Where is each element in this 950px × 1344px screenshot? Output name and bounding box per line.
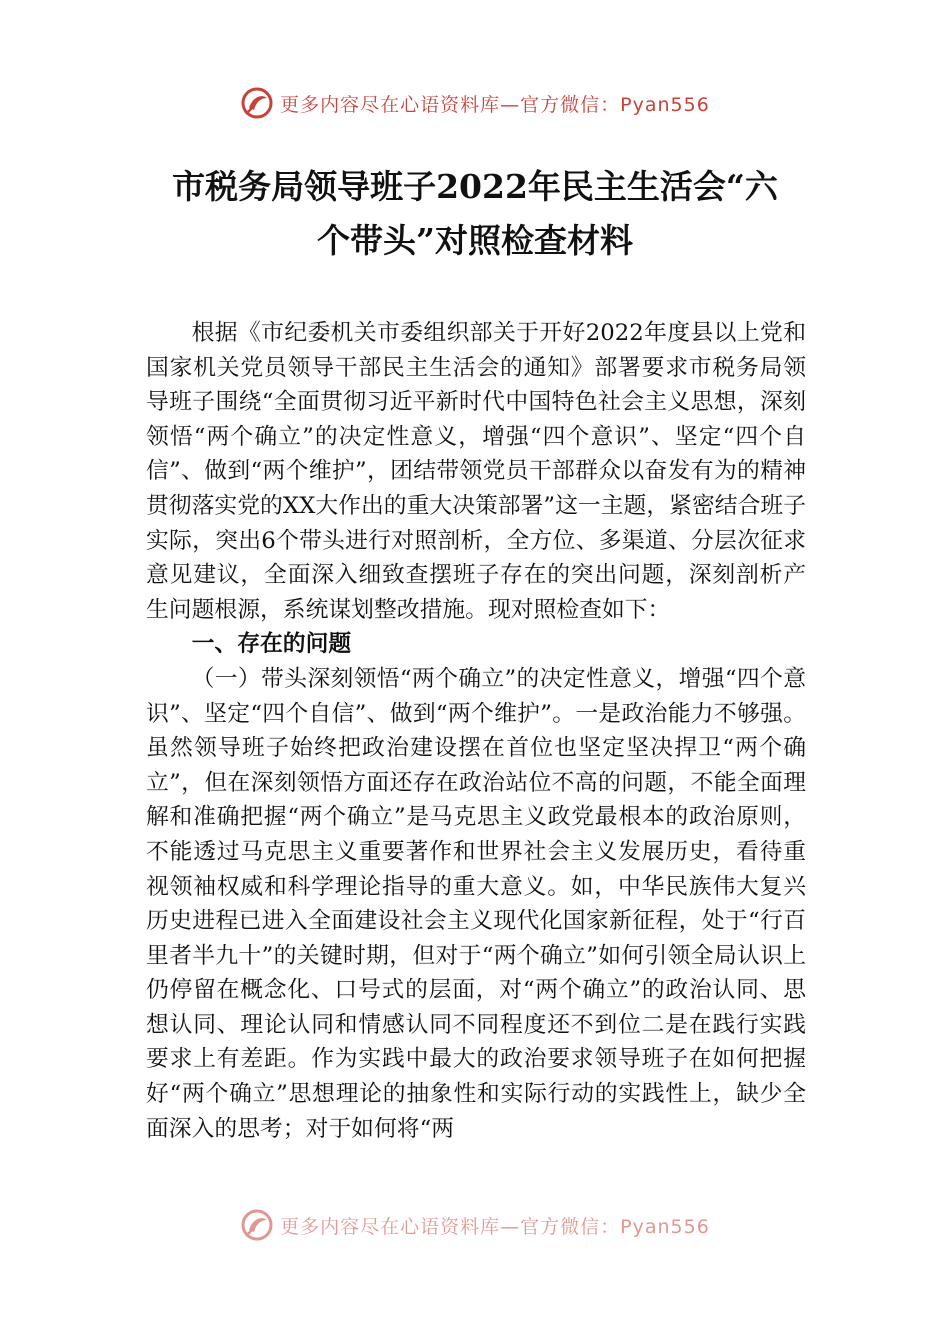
- document-title: [120, 160, 830, 268]
- intro-paragraph: 根据《市纪委机关市委组织部关于开好2022年度县以上党和国家机关党员领导干部民主生活会的通知》部署要求市税务局领导班子围绕“全面贯彻习近平新时代中国特色社会主义思想，深刻领悟“两个确立”的决定性意义，增强“四个意识”、坚定“四个自信”、做到“两个维护”，团结带领党员干部群众以奋发有为的精神贯彻落实党的XX大作出的重大决策部署”这一主题，紧密结合班子实际，突出6个带头进行对照剖析，全方位、多渠道、分层次征求意见建议，全面深入细致查摆班子存在的突出问题，深刻剖析产生问题根源，系统谋划整改措施。现对照检查如下：: [146, 320, 806, 623]
- brand-logo-icon: [240, 86, 274, 120]
- title-line-2: 个带头”对照检查材料: [317, 221, 633, 260]
- watermark-footer: [0, 1205, 950, 1245]
- section-paragraph: （一）带头深刻领悟“两个确立”的决定性意义，增强“四个意识”、坚定“四个自信”、做到“两个维护”。一是政治能力不够强。虽然领导班子始终把政治建设摆在首位也坚定坚决捍卫“两个确立”，但在深刻领悟方面还存在政治站位不高的问题，不能全面理解和准确把握“两个确立”是马克思主义政党最根本的政治原则，不能透过马克思主义重要著作和世界社会主义发展历史，看待重视领袖权威和科学理论指导的重大意义。如，中华民族伟大复兴历史进程已进入全面建设社会主义现代化国家新征程，处于“行百里者半九十”的关键时期，但对于“两个确立”如何引领全局认识上仍停留在概念化、口号式的层面，对“两个确立”的政治认同、思想认同、理论认同和情感认同不同程度还不到位二是在践行实践要求上有差距。作为实践中最大的政治要求领导班子在如何把握好“两个确立”思想理论的抽象性和实际行动的实践性上，缺少全面深入的思考；对于如何将“两: [146, 665, 806, 1142]
- watermark-text: 更多内容尽在心语资料库—官方微信：Pyan556: [280, 1215, 710, 1238]
- section-heading: 一、存在的问题: [191, 631, 352, 658]
- watermark-text: 更多内容尽在心语资料库—官方微信：Pyan556: [280, 93, 710, 116]
- title-line-1: 市税务局领导班子2022年民主生活会“六: [172, 167, 778, 206]
- watermark-header: [0, 83, 950, 123]
- brand-logo-icon: [240, 1208, 274, 1242]
- document-body: [146, 316, 806, 1146]
